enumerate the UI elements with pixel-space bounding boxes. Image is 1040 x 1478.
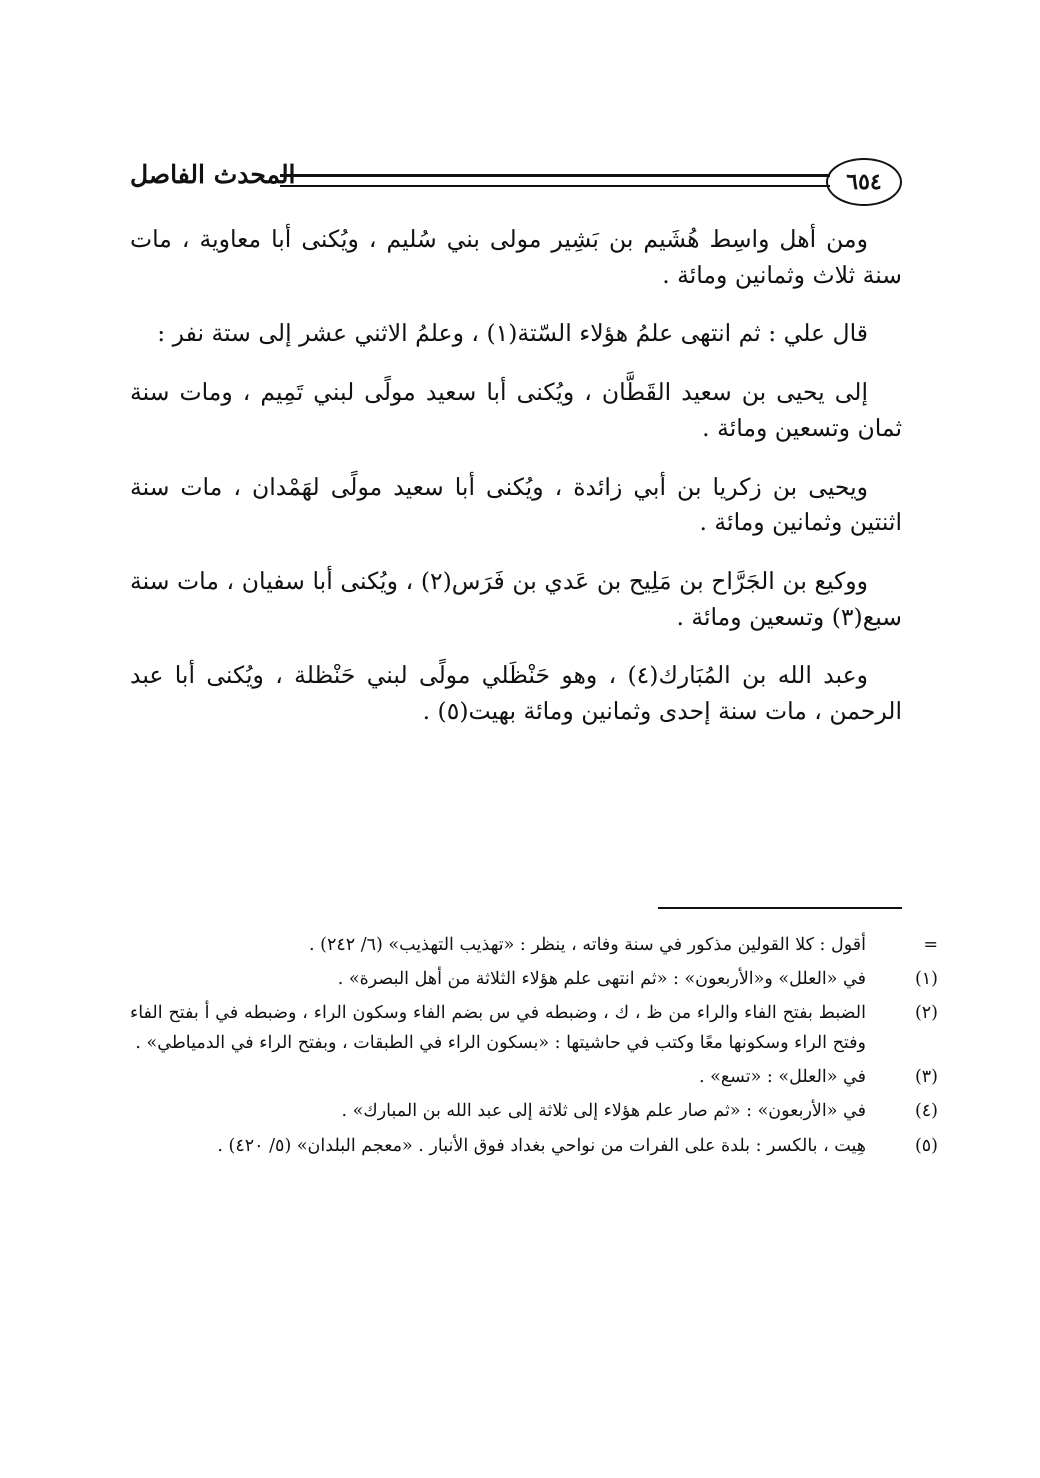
page-header xyxy=(130,152,902,214)
footnote-item xyxy=(130,998,938,1058)
page-number: ٦٥٤ xyxy=(826,158,902,206)
paragraph: ووكيع بن الجَرَّاح بن مَلِيح بن عَدي بن فَرَس(٢) ، ويُكنى أبا سفيان ، مات سنة سبع(٣) وتسعين ومائة . xyxy=(130,567,902,631)
footnote-item xyxy=(130,964,938,994)
footnote-marker: (٣) xyxy=(914,1067,938,1088)
footnote-marker: (٤) xyxy=(914,1101,938,1122)
main-text xyxy=(130,222,902,753)
footnote-text: في «العلل» و«الأربعون» : «ثم انتهى علم هؤلاء الثلاثة من أهل البصرة» . xyxy=(337,969,866,990)
paragraph: إلى يحيى بن سعيد القَطَّان ، ويُكنى أبا سعيد مولًى لبني تَمِيم ، ومات سنة ثمان وتسعين ومائة . xyxy=(130,378,902,442)
footnote-text: في «الأربعون» : «ثم صار علم هؤلاء إلى ثلاثة إلى عبد الله بن المبارك» . xyxy=(341,1101,866,1122)
footnote-text: أقول : كلا القولين مذكور في سنة وفاته ، ينظر : «تهذيب التهذيب» (٦/ ٢٤٢) . xyxy=(309,935,866,955)
footnote-item xyxy=(130,930,938,960)
footnote-marker: (٥) xyxy=(914,1135,938,1156)
footnote-item xyxy=(130,1096,938,1126)
paragraph: ومن أهل واسِط هُشَيم بن بَشِير مولى بني سُليم ، ويُكنى أبا معاوية ، مات سنة ثلاث وثمانين ومائة . xyxy=(130,225,902,289)
footnote-marker: (١) xyxy=(914,969,938,990)
paragraph: قال علي : ثم انتهى علمُ هؤلاء السّتة(١) ، وعلمُ الاثني عشر إلى ستة نفر : xyxy=(157,319,868,348)
footnote-divider xyxy=(658,907,902,909)
footnote-item xyxy=(130,1131,938,1161)
footnote-text: الضبط بفتح الفاء والراء من ظ ، ك ، وضبطه في س بضم الفاء وسكون الراء ، وضبطه في أ بفتح الفاء وفتح الراء وسكونها معًا وكتب في حاشيتها : «بسكون الراء في الطبقات ، وبفتح الراء في الدمياطي» . xyxy=(130,1003,866,1054)
footnote-text: في «العلل» : «تسع» . xyxy=(699,1067,866,1088)
footnote-item xyxy=(130,1062,938,1092)
header-rule xyxy=(280,174,830,187)
book-title: المحدث الفاصل xyxy=(130,160,296,189)
footnote-marker: = xyxy=(923,935,938,955)
footnotes xyxy=(130,930,938,1165)
footnote-marker: (٢) xyxy=(914,1003,938,1024)
footnote-text: هِيت ، بالكسر : بلدة على الفرات من نواحي بغداد فوق الأنبار . «معجم البلدان» (٥/ ٤٢٠) . xyxy=(217,1135,866,1156)
paragraph: ويحيى بن زكريا بن أبي زائدة ، ويُكنى أبا سعيد مولًى لهَمْدان ، مات سنة اثنتين وثمانين ومائة . xyxy=(130,472,902,537)
paragraph: وعبد الله بن المُبَارك(٤) ، وهو حَنْظَلي مولًى لبني حَنْظلة ، ويُكنى أبا عبد الرحمن ، مات سنة إحدى وثمانين ومائة بهيت(٥) . xyxy=(130,661,902,726)
